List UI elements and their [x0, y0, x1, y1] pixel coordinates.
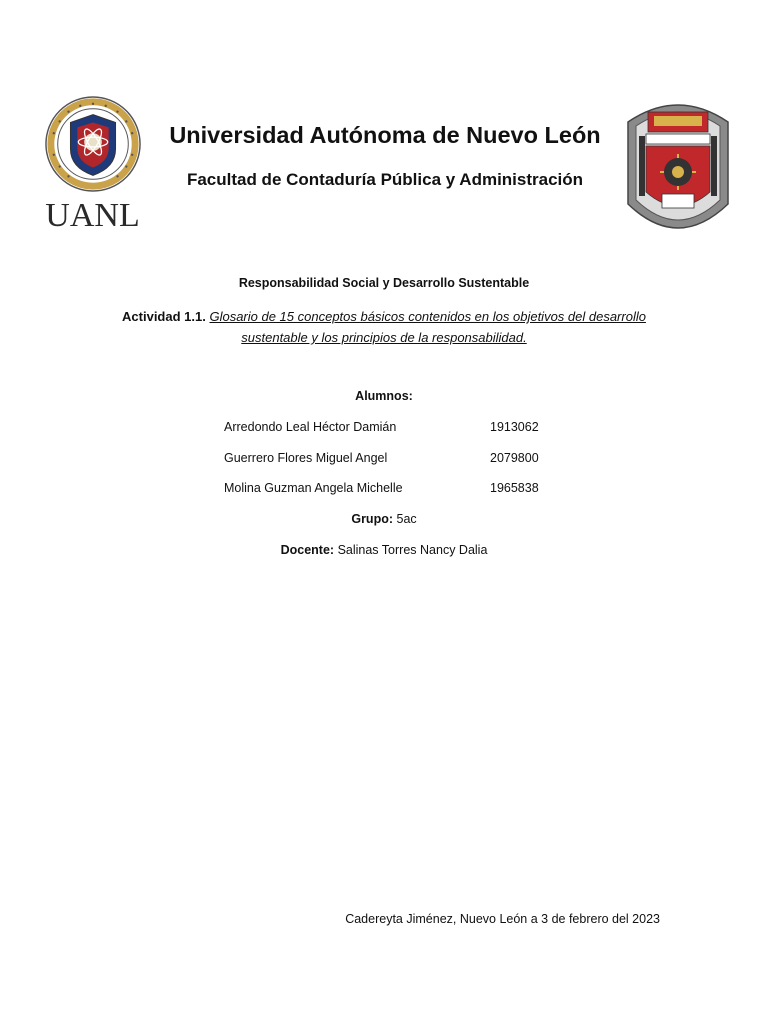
- student-name: Guerrero Flores Miguel Angel: [224, 451, 388, 465]
- activity-lead: Actividad 1.1.: [122, 309, 206, 324]
- uanl-wordmark: UANL: [45, 197, 140, 234]
- teacher-value: Salinas Torres Nancy Dalia: [337, 543, 488, 557]
- student-row: [224, 420, 564, 438]
- group-line: [0, 512, 768, 526]
- activity-description: Glosario de 15 conceptos básicos contenidos en los objetivos del desarrollo sustentable y los principios de la responsabilidad.: [209, 309, 646, 345]
- uanl-seal-icon: [44, 95, 142, 193]
- student-row: [224, 481, 564, 499]
- student-id: 2079800: [490, 451, 539, 465]
- teacher-line: [0, 543, 768, 557]
- faculty-shield-icon: [620, 92, 736, 244]
- university-title: Universidad Autónoma de Nuevo León: [169, 122, 601, 148]
- student-id: 1965838: [490, 481, 539, 495]
- group-value: 5ac: [396, 512, 417, 526]
- student-name: Molina Guzman Angela Michelle: [224, 481, 403, 495]
- group-label: Grupo:: [351, 512, 394, 526]
- student-name: Arredondo Leal Héctor Damián: [224, 420, 397, 434]
- uanl-logo: [40, 95, 145, 240]
- students-label: Alumnos:: [355, 389, 413, 403]
- student-row: [224, 451, 564, 469]
- teacher-label: Docente:: [280, 543, 335, 557]
- course-title: Responsabilidad Social y Desarrollo Sustentable: [238, 276, 530, 290]
- faculty-subtitle: Facultad de Contaduría Pública y Administración: [186, 170, 584, 189]
- place-date-footer: Cadereyta Jiménez, Nuevo León a 3 de febrero del 2023: [345, 912, 660, 926]
- activity-statement: [100, 306, 668, 348]
- student-id: 1913062: [490, 420, 539, 434]
